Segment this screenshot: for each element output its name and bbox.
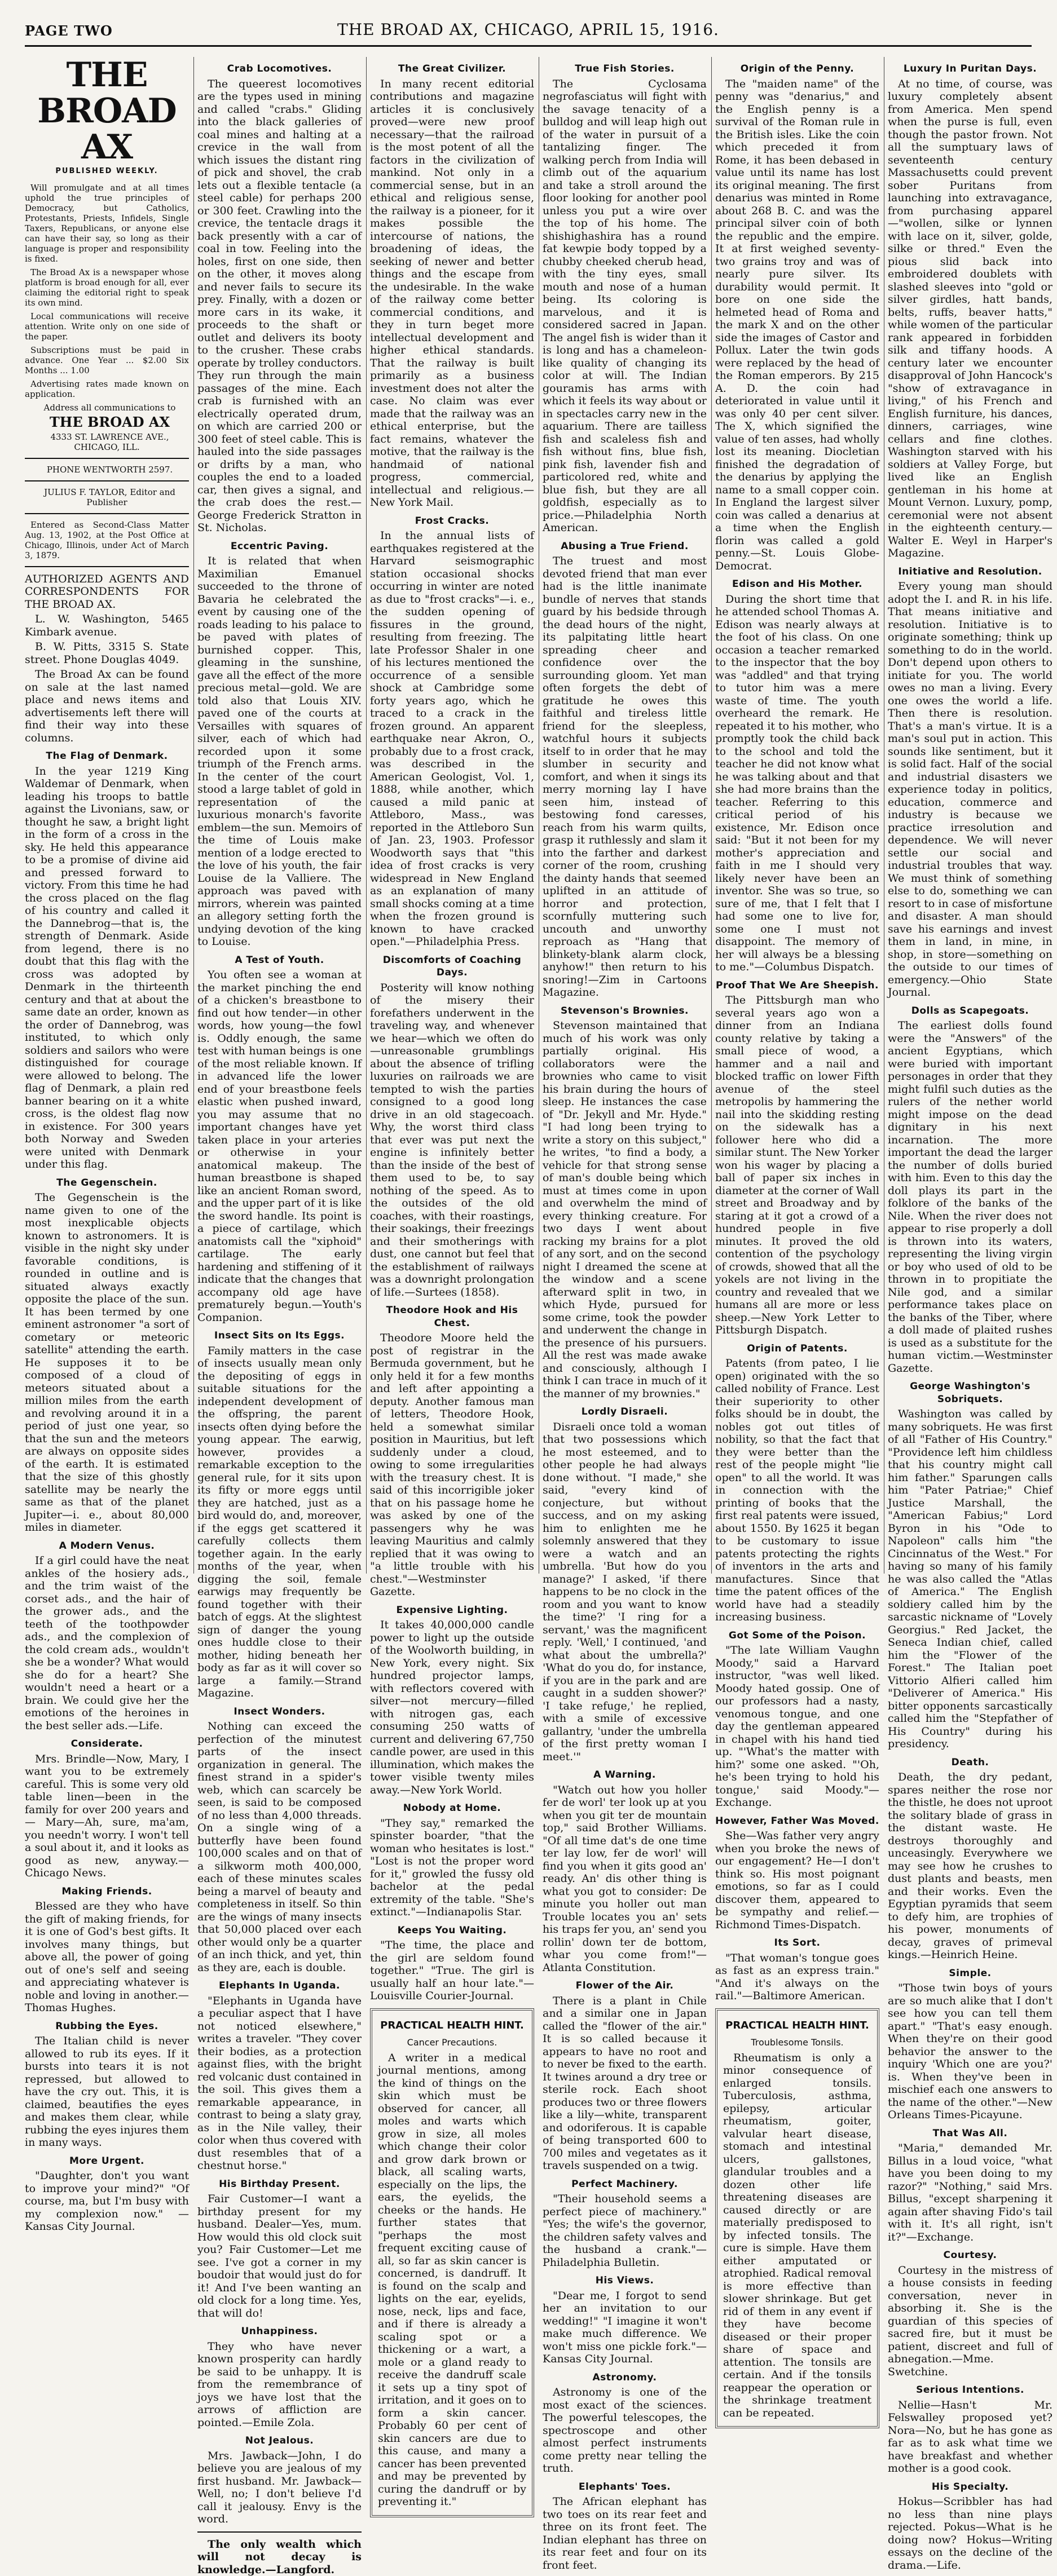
entered-text: Entered as Second-Class Matter Aug. 13, 1902, at the Post Office at Chicago, Illinois, under Act of March 3, 1879. <box>25 520 189 560</box>
phone-text: PHONE WENTWORTH 2597. <box>25 465 189 475</box>
article-heading: Death. <box>888 1756 1052 1769</box>
divider <box>25 513 189 514</box>
article-heading: The Flag of Denmark. <box>25 750 189 763</box>
agent-1: L. W. Washington, 5465 Kimbark avenue. <box>25 613 189 638</box>
article-text: Courtesy in the mistress of a house consists in feeding conversation, never in absorbing it. She is the guardian of this species of sacred fire, but it must be patient, discreet and full of abnegation.—Mme. Swetchine. <box>888 2264 1052 2379</box>
column-4 <box>543 57 712 1574</box>
health-hint-text: A writer in a medical journal mentions, among the kind of things on the skin which must be observed for cancer, all moles and warts which grow in size, all moles which change their color and grow dark brown or black, all scaling warts, especially on the lips, the ears, the eyelids, the cheeks or the hands. He further states that "perhaps the most frequent exciting cause of all, so far as skin cancer is concerned, is dandruff. It is found on the scalp and lights on the ear, eyelids, nose, neck, lips and face, and if there is already a scaling spot or a thickening or a wart, a mole or a gland ready to receive the dandruff scale it sets up a tiny spot of irritation, and it goes on to form a skin cancer. Probably 60 per cent of skin cancers are due to this cause, and many a cancer has been prevented and may be prevented by curing the dandruff or by preventing it." <box>378 2052 526 2508</box>
advertising-text: Advertising rates made known on application. <box>25 379 189 399</box>
newspaper-logo: THE BROAD AX <box>25 57 189 165</box>
article-heading: Not Jealous. <box>197 2434 362 2447</box>
article-heading: Edison and His Mother. <box>715 578 879 591</box>
health-hint-title: PRACTICAL HEALTH HINT. <box>378 2020 526 2032</box>
article-heading: Got Some of the Poison. <box>715 1629 879 1642</box>
article-heading: Lordly Disraeli. <box>543 1406 707 1419</box>
article-heading: A Modern Venus. <box>25 1540 189 1553</box>
column-3 <box>370 57 539 1574</box>
subscription-text: Subscriptions must be paid in advance. One Year ... $2.00 Six Months ... 1.00 <box>25 345 189 375</box>
article-heading: Flower of the Air. <box>543 1980 707 1992</box>
masthead-info <box>25 183 189 567</box>
agent-2: B. W. Pitts, 3315 S. State street. Phone Douglas 4049. <box>25 640 189 666</box>
paper-address: 4333 ST. LAWRENCE AVE., CHICAGO, ILL. <box>25 432 189 452</box>
agent-3: The Broad Ax can be found on sale at the last named place and news items and advertisements left there will find their way into these columns. <box>25 668 189 744</box>
article-text: Mrs. Brindle—Now, Mary, I want you to be extremely careful. This is some very old table linen—been in the family for over 200 years and— Mary—Ah, sure, ma'am, you needn't worry. I won't tell a soul about it, and it looks as good as new, anyway.—Chicago News. <box>25 1753 189 1880</box>
column-6 <box>888 57 1057 1574</box>
article-heading: Proof That We Are Sheepish. <box>715 979 879 992</box>
divider <box>25 566 189 567</box>
article-heading: Expensive Lighting. <box>370 1604 534 1617</box>
article-heading: Unhappiness. <box>197 2325 362 2338</box>
article-text: The Pittsburgh man who several years ago won a dinner from an Indiana county relative by taking a small piece of wood, a hammer and a nail and blocked traffic on lower Fifth avenue of the steel metropolis by hammering the nail into the skidding resting on the sidewalk has a follower here who did a similar stunt. The New Yorker won his wager by placing a ball of paper six inches in diameter at the corner of Wall street and Broadway and by staring at it got a crowd of a hundred people in five minutes. It proved the old contention of the psychology of crowds, showed that all the yokels are not living in the country and revealed that we humans all are more or less sheep.—New York Letter to Pittsburgh Dispatch. <box>715 994 879 1337</box>
article-text: She—Was father very angry when you broke the news of our engagement? He—I don't think so. His most poignant emotions, so far as I could discover them, appeared to be sympathy and relief.—Richmond Times-Dispatch. <box>715 1830 879 1931</box>
article-text: The only wealth which will not decay is knowledge.—Langford. <box>197 2538 362 2576</box>
article-heading: Insect Wonders. <box>197 1705 362 1718</box>
article-text: The truest and most devoted friend that man ever had is the little inanimate bundle of nerves that stands guard by his bedside through the dead hours of the night, its palpitating little heart spreading cheer and confidence over the surrounding gloom. Yet man often forgets the debt of gratitude he owes this faithful and tireless little friend for the sleepless, watchful hours it subjects itself to in order that he may slumber in security and comfort, and when it sings its merry morning lay I have seen him, instead of bestowing fond caresses, reach from his warm quilts, grasp it ruthlessly and slam it into the farther and darkest corner of the room, crushing the dainty hands that seemed uplifted in an attitude of horror and protection, scornfully muttering such uncouth and unworthy reproach as "Hang that blinkety-blank alarm clock, anyhow!" then return to his snoring!—Zim in Cartoons Magazine. <box>543 555 707 999</box>
article-text: It takes 40,000,000 candle power to light up the outside of the Woolworth building, in New York, every night. Six hundred projector lamps, with reflectors covered with silver—not mercury—filled with nitrogen gas, each consuming 250 watts of current and delivering 67,750 candle power, are used in this illumination, which makes the tower visible twenty miles away.—New York World. <box>370 1619 534 1796</box>
article-text: If a girl could have the neat ankles of the hosiery ads., and the trim waist of the corset ads., and the hair of the grower ads., and the teeth of the toothpowder ads., and the complexion of the cold cream ads., wouldn't she be a wonder? What would she do for a heart? She wouldn't need a heart or a brain. We could give her the emotions of the heroines in the best seller ads.—Life. <box>25 1554 189 1732</box>
article-heading: Elephants' Toes. <box>543 2481 707 2494</box>
article-text: During the short time that he attended school Thomas A. Edison was nearly always at the foot of his class. On one occasion a teacher remarked to the inspector that the boy was "addled" and that trying to tutor him was a mere waste of time. The youth overheard the remark. He repeated it to his mother, who promptly took the child back to the school and told the teacher he did not know what he was talking about and that she had more brains than the teacher. Referring to this critical period of his existence, Mr. Edison once said: "But it not been for my mother's appreciation and faith in me I should very likely never have been an inventor. She was so true, so sure of me, that I felt that I had some one to live for, some one I must not disappoint. The memory of her will always be a blessing to me."—Columbus Dispatch. <box>715 593 879 974</box>
health-hint-subtitle: Troublesome Tonsils. <box>723 2036 871 2049</box>
article-heading: Keeps You Waiting. <box>370 1924 534 1937</box>
article-text: "Those twin boys of yours are so much alike that I don't see how you can tell them apart." "That's easy enough. When they're on their good behavior the answer to the inquiry 'Which one are you?' is. When they've been in mischief each one answers to the name of the other."—New Orleans Times-Picayune. <box>888 1982 1052 2122</box>
article-heading: Making Friends. <box>25 1885 189 1898</box>
article-text: The Italian child is never allowed to rub its eyes. If it bursts into tears it is not repressed, but allowed to have the cry out. This, it is claimed, beautifies the eyes and makes them clear, while rubbing the eyes injures them in many ways. <box>25 2035 189 2149</box>
health-hint-box <box>715 2008 879 2429</box>
article-heading: That Was All. <box>888 2127 1052 2140</box>
article-heading: Perfect Machinery. <box>543 2178 707 2191</box>
agents-heading: AUTHORIZED AGENTS AND CORRESPONDENTS FOR THE BROAD AX. <box>25 573 189 611</box>
article-text: Washington was called by many sobriquets. He was first of all "Father of His Country." "Providence left him childless that his country might call him father." Sparungen calls him "Pater Patriae;" Chief Justice Marshall, the "American Fabius;" Lord Byron in his "Ode to Napoleon" calls him "the Cincinnatus of the West." For having so many of his family he was also called the "Atlas of America." The English soldiery called him by the sarcastic nickname of "Lovely Georgius." Red Jacket, the Seneca Indian chief, called him the "Flower of the Forest." The Italian poet Vittorio Alfieri called him "Deliverer of America." His bitter opponents sarcastically called him the "Stepfather of His Country" during his presidency. <box>888 1408 1052 1751</box>
article-text: In many recent editorial contributions and magazine articles it is conclusively proved—were new proof necessary—that the railroad is the most potent of all the factors in the civilization of mankind. Not only in a commercial sense, but in an ethical and religious sense, the railway is a pioneer, for it makes possible the intercourse of nations, the broadening of ideas, the seeking of newer and better things and the escape from the undesirable. In the wake of the railway come better commercial conditions, and they in turn beget more intellectual development and higher ethical standards. That the railway is built primarily as a business investment does not alter the case. No claim was ever made that the railway was an ethical enterprise, but the fact remains, whatever the motive, that the railway is the handmaid of national progress, commercial, intellectual and religious.—New York Mail. <box>370 78 534 509</box>
address-lead: Address all communications to <box>25 403 189 413</box>
article-text: Blessed are they who have the gift of making friends, for it is one of God's best gifts. It involves many things, but above all, the power of going out of one's self and seeing and appreciating whatever is noble and loving in another.—Thomas Hughes. <box>25 1900 189 2014</box>
article-text: "Elephants in Uganda have a peculiar aspect that I have not noticed elsewhere," writes a traveler. "They cover their bodies, as a protection against flies, with the bright red volcanic dust contained in the soil. This gives them a remarkable appearance, in contrast to being a slaty gray, as in the Nile valley, their color when thus covered with dust resembles that of a chestnut horse." <box>197 1995 362 2172</box>
article-heading: Dolls as Scapegoats. <box>888 1005 1052 1018</box>
column-1 <box>25 57 194 1574</box>
page-number: PAGE TWO <box>25 23 113 39</box>
published-weekly: PUBLISHED WEEKLY. <box>25 165 189 178</box>
health-hint-title: PRACTICAL HEALTH HINT. <box>723 2020 871 2032</box>
article-text: At no time, of course, was luxury completely absent from America. Men spend when the purse is full, even though the pastor frown. Not all the sumptuary laws of seventeenth century Massachusetts could prevent sober Puritans from launching into extravagance, from purchasing apparel—"wollen, silke or lynnen with lace on it, silver, golde, silke or thred." Even the pious slid back into embroidered doublets with slashed sleeves into "gold or silver girdles, hatt bands, belts, ruffs, beaver hatts," while women of the particular rank appeared in forbidden silk and tiffany hoods. A century later we encounter disapproval of John Hancock's "show of extravagance in living," of his French and English furniture, his dances, dinners, carriages, wine cellars and fine clothes. Washington starved with his soldiers at Valley Forge, but lived like an English gentleman in his home at Mount Vernon. Luxury, pomp, ceremonial were not absent in the eighteenth century.—Walter E. Weyl in Harper's Magazine. <box>888 78 1052 560</box>
article-text: The Cyclosama negrofasciatus will fight with the savage tenacity of a bulldog and will leap high out of the water in pursuit of a tantalizing finger. The walking perch from India will climb out of the aquarium and take a stroll around the floor looking for another pool unless you put a wire over the top of his home. The shishighashira has a round fat kewpie body topped by a chubby cheeked cherub head, with the tiny eyes, small mouth and nose of a human being. Its coloring is marvelous, and it is considered sacred in Japan. The angel fish is wider than it is long and has a chameleon-like quality of changing its color at will. The Indian gouramis has arms with which it feels its way about or in spectacles carry new in the aquarium. There are tailless fish and scaleless fish and fish without fins, blue fish, pink fish, lavender fish and particolored red, white and blue fish, but they are all goldfish, especially as to price.—Philadelphia North American. <box>543 78 707 534</box>
article-text: "Daughter, don't you want to improve your mind?" "Of course, ma, but I'm busy with my complexion now." — Kansas City Journal. <box>25 2170 189 2233</box>
article-text: In the annual lists of earthquakes registered at the Harvard seismographic station occasional shocks occurring in winter are noted as due to "frost cracks"—i. e., the sudden opening of fissures in the ground, resulting from freezing. The late Professor Shaler in one of his lectures mentioned the occurrence of a sensible shock at Cambridge some forty years ago, which he traced to a crack in the frozen ground. An apparent earthquake near Akron, O., probably due to a frost crack, was described in the American Geologist, Vol. 1, 1888, while another, which caused a mild panic at Attleboro, Mass., was reported in the Attleboro Sun of Jan. 23, 1903. Professor Woodworth says that "this idea of frost cracks is very widespread in New England as an explanation of many small shocks coming at a time when the frozen ground is known to have cracked open."—Philadelphia Press. <box>370 529 534 948</box>
article-text: Astronomy is one of the most exact of the sciences. The powerful telescopes, the spectroscope and other almost perfect instruments come pretty near telling the truth. <box>543 2386 707 2475</box>
article-heading: Insect Sits on Its Eggs. <box>197 1329 362 1342</box>
local-comm-text: Local communications will receive attention. Write only on one side of the paper. <box>25 311 189 342</box>
article-text: They who have never known prosperity can hardly be said to be unhappy. It is from the remembrance of joys we have lost that the arrows of affliction are pointed.—Emile Zola. <box>197 2340 362 2429</box>
article-text: Death, the dry pedant, spares neither the rose nor the thistle, he does not uproot the solitary blade of grass in the distant waste. He destroys thoroughly and unceasingly. Everywhere we may see how he crushes to dust plants and beasts, men and their works. Even the Egyptian pyramids that seem to defy him, are trophies of his power, monuments of decay, graves of primeval kings.—Heinrich Heine. <box>888 1771 1052 1961</box>
article-text: Fair Customer—I want a birthday present for my husband. Dealer—Yes, mum. How would this old clock suit you? Fair Customer—Let me see. I've got a corner in my boudoir that would just do for it! And I've been wanting an old clock for a long time. Yes, that will do! <box>197 2193 362 2319</box>
article-heading: True Fish Stories. <box>543 63 707 76</box>
article-heading: However, Father Was Moved. <box>715 1815 879 1828</box>
article-text: Disraeli once told a woman that two possessions which he most esteemed, and to other people he had always done without. "I made," she said, "every kind of conjecture, but without success, and on my asking him to enlighten me he solemnly answered that they were a watch and an umbrella. 'But how do you manage?' I asked, 'if there happens to be no clock in the room and you want to know the time?' 'I ring for a servant,' was the magnificent reply. 'Well,' I continued, 'and what about the umbrella?' 'What do you do, for instance, if you are in the park and are caught in a sudden shower?' 'I take refuge,' he replied, with a smile of excessive gallantry, 'under the umbrella of the first pretty woman I meet.'" <box>543 1421 707 1764</box>
article-heading: His Birthday Present. <box>197 2178 362 2191</box>
article-text: Nothing can exceed the perfection of the minutest parts of the insect organization in general. The finest strand in a spider's web, which can scarcely be seen, is said to be composed of no less than 4,000 threads. On a single wing of a butterfly have been found 100,000 scales and on that of a silkworm moth 400,000, each of these minutes scales being a marvel of beauty and completeness in itself. So thin are the wings of many insects that 50,000 placed over each other would only be a quarter of an inch thick, and yet, thin as they are, each is double. <box>197 1720 362 1974</box>
article-text: The African elephant has two toes on its rear feet and three on its front feet. The Indian elephant has three on its rear feet and four on its front feet. <box>543 2495 707 2571</box>
article-text: The "maiden name" of the penny was "denarius," and the English penny is a survival of the Roman rule in the British isles. Like the coin which preceded it from Rome, it has been debased in value until its name has lost its original meaning. The first denarius was minted in Rome about 268 B. C. and was the principal silver coin of both the republic and the empire. It at first weighed seventy-two grains troy and was of nearly pure silver. Its durability would permit. It bore on one side the helmeted head of Roma and the mark X and on the other side the images of Castor and Pollux. Later the twin gods were replaced by the head of the Roman emperors. By 215 A. D. the coin had deteriorated in value until it was only 40 per cent silver. The X, which signified the value of ten asses, had wholly lost its meaning. Diocletian finished the degradation of the denarius by applying the name to a small copper coin. In England the largest silver coin was called a denarius at a time when the English florin was called a gold penny.—St. Louis Globe-Democrat. <box>715 78 879 573</box>
article-text: "Their household seems a perfect piece of machinery." "Yes; the wife's the governor, the children safety valves and the husband a crank."—Philadelphia Bulletin. <box>543 2193 707 2269</box>
article-text: Patents (from pateo, I lie open) originated with the so called nobility of France. Lest their superiority to other folks should be in doubt, the nobles got out titles of nobility, so that the fact that they were better than the rest of the people might "lie open" to all the world. It was in connection with the printing of books that the first real patents were issued, about 1550. By 1625 it began to be customary to issue patents protecting the rights of inventors in the arts and manufactures. Since that time the patent offices of the world have had a steadily increasing business. <box>715 1357 879 1624</box>
article-heading: Origin of Patents. <box>715 1342 879 1355</box>
article-text: "The time, the place and the girl are seldom found together." "True. The girl is usually half an hour late."—Louisville Courier-Journal. <box>370 1939 534 2003</box>
article-text: Nellie—Hasn't Mr. Felswalley proposed yet? Nora—No, but he has gone as far as to ask what time we have breakfast and whether mother is a good cook. <box>888 2399 1052 2475</box>
article-text: The Gegenschein is the name given to one of the most inexplicable objects known to astronomers. It is visible in the night sky under favorable conditions, is rounded in outline and is situated always exactly opposite the place of the sun. It has been termed by one eminent astronomer "a sort of cometary or meteoric satellite" attending the earth. He supposes it to be composed of a cloud of meteors situated about a million miles from the earth and revolving around it in a period of just one year, so that the sun and the meteors are always on opposite sides of the earth. It is estimated that the size of this ghostly satellite may be nearly the same as that of the planet Jupiter—i. e., about 80,000 miles in diameter. <box>25 1191 189 1534</box>
article-heading: Courtesy. <box>888 2249 1052 2262</box>
article-text: Every young man should adopt the I. and R. in his life. That means initiative and resolution. Initiative is to originate something; think up something to do in the world. Don't depend upon others to initiate for you. The world owes no man a living. Every one owes the world a life. Then there is resolution. That's a man's virtue. It is a man's soul put in action. This sounds like sentiment, but it is solid fact. Half of the social and industrial disasters we experience today in politics, education, commerce and industry is because we practice irresolution and dependence. We will never settle our social and industrial troubles that way. We must think of something else to do, something we can resort to in case of misfortune and disaster. A man should save his earnings and invest them in land, in mine, in shop, in store—something on the outside to our times of emergency.—Ohio State Journal. <box>888 580 1052 999</box>
health-hint-subtitle: Cancer Precautions. <box>378 2036 526 2049</box>
article-heading: A Warning. <box>543 1769 707 1782</box>
health-hint-text: Rheumatism is only a minor consequence of enlarged tonsils. Tuberculosis, asthma, epilepsy, articular rheumatism, goiter, valvular heart disease, stomach and intestinal ulcers, gallstones, glandular troubles and a dozen other life threatening diseases are caused directly or are materially predisposed to by infected tonsils. The cure is simple. Have them either amputated or atrophied. Radical removal is more effective than slower shrinkage. But get rid of them in any event if they have become diseased or their proper share of space and attention. The tonsils are certain. And if the tonsils reappear the operation or the shrinkage treatment can be repeated. <box>723 2052 871 2420</box>
article-text: Stevenson maintained that much of his work was only partially original. His collaborators were the brownies who came to visit his brain during the hours of sleep. He instances the case of "Dr. Jekyll and Mr. Hyde." "I had long been trying to write a story on this subject," he writes, "to find a body, a vehicle for that strong sense of man's double being which must at times come in upon and overwhelm the mind of every thinking creature. For two days I went about racking my brains for a plot of any sort, and on the second night I dreamed the scene at the window and a scene afterward split in two, in which Hyde, pursued for some crime, took the powder and underwent the change in the presence of his pursuers. All the rest was made awake and consciously, although I think I can trace in much of it the manner of my brownies." <box>543 1019 707 1400</box>
article-heading: Initiative and Resolution. <box>888 565 1052 578</box>
article-text: It is related that when Maximilian Emanuel succeeded to the throne of Bavaria he celebrated the event by causing one of the roads leading to his palace to be paved with plates of burnished copper. This, gleaming in the sunshine, gave all the effect of the more precious metal—gold. We are told also that Louis XIV. paved one of the courts at Versailles with squares of silver, each of which had recorded upon it some triumph of the French arms. In the center of the court stood a large tablet of gold in representation of the luxurious monarch's favorite emblem—the sun. Memoirs of the time of Louis make mention of a lodge erected to the love of his youth, the fair Louise de la Valliere. The approach was paved with mirrors, wherein was painted an allegory setting forth the undying devotion of the king to Louise. <box>197 555 362 948</box>
article-heading: Simple. <box>888 1967 1052 1980</box>
article-text: Family matters in the case of insects usually mean only the depositing of eggs in suitable situations for the independent development of the offspring, the parent insects often dying before the young appear. The earwig, however, provides a remarkable exception to the general rule, for it sits upon its fifty or more eggs until they are hatched, just as a bird would do, and, moreover, if the eggs get scattered it carefully collects them together again. In the early months of the year, when digging the soil, female earwigs may frequently be found together with their batch of eggs. At the slightest sign of danger the young ones huddle close to their mother, hiding beneath her body as far as it will cover so large a family.—Strand Magazine. <box>197 1345 362 1700</box>
column-5 <box>715 57 884 1574</box>
paper-name: THE BROAD AX <box>25 417 189 427</box>
article-text: You often see a woman at the market pinching the end of a chicken's breastbone to find out how tender—in other words, how young—the fowl is. Oddly enough, the same test with human beings is one of the most reliable known. If in advanced life the lower end of your breastbone feels elastic when pushed inward, you may assume that no important changes have yet taken place in your arteries or otherwise in your anatomical makeup. The human breastbone is shaped like an ancient Roman sword, and the upper part of it is like the sword handle. Its point is a piece of cartilage, which anatomists call the "xiphoid" cartilage. The early hardening and stiffening of it indicate that the changes that accompany old age have prematurely begun.—Youth's Companion. <box>197 969 362 1324</box>
article-heading: Frost Cracks. <box>370 515 534 528</box>
article-heading: His Views. <box>543 2274 707 2287</box>
article-heading: Rubbing the Eyes. <box>25 2020 189 2033</box>
article-text: Mrs. Jawback—John, I do believe you are jealous of my first husband. Mr. Jawback—Well, no; I don't believe I'd call it jealousy. Envy is the word. <box>197 2450 362 2526</box>
article-text: "Dear me, I forgot to send her an invitation to our wedding!" "I imagine it won't make much difference. We won't miss one pickle fork."—Kansas City Journal. <box>543 2290 707 2366</box>
intro-text: Will promulgate and at all times uphold the true principles of Democracy, but Catholics, Protestants, Priests, Infidels, Single Taxers, Republicans, or anyone else can have their say, so long as their language is proper and responsibility is fixed. <box>25 183 189 264</box>
editor-text: JULIUS F. TAYLOR, Editor and Publisher <box>25 487 189 507</box>
masthead: THE BROAD AX, CHICAGO, APRIL 15, 1916. <box>25 20 1032 39</box>
article-heading: More Urgent. <box>25 2155 189 2168</box>
article-heading: Its Sort. <box>715 1937 879 1950</box>
divider <box>197 2531 362 2533</box>
health-hint-box <box>370 2008 534 2517</box>
article-heading: Discomforts of Coaching Days. <box>370 954 534 979</box>
article-heading: Astronomy. <box>543 2371 707 2384</box>
article-heading: The Gegenschein. <box>25 1177 189 1190</box>
article-heading: Crab Locomotives. <box>197 63 362 76</box>
article-text: Hokus—Scribbler has had no less than nine plays rejected. Pokus—What is he doing now? Hokus—Writing essays on the decline of the drama.—Life. <box>888 2495 1052 2571</box>
article-text: "That woman's tongue goes as fast as an express train." "And it's always on the rail."—Baltimore American. <box>715 1952 879 2003</box>
article-heading: The Great Civilizer. <box>370 63 534 76</box>
article-heading: A Test of Youth. <box>197 954 362 967</box>
divider <box>25 458 189 459</box>
article-text: The queerest locomotives are the types used in mining and called "crabs." Gliding into the black galleries of coal mines and halting at a crevice in the wall from which issues the distant ring of pick and shovel, the crab lets out a flexible tentacle (a steel cable) for perhaps 200 or 300 feet. Crawling into the crevice, the tentacle drags it back presently with a car of coal in tow. Feeling into the holes, first on one side, then on the other, it moves along and never fails to secure its prey. Finally, with a dozen or more cars in its wake, it proceeds to the shaft or outlet and delivers its booty to the crusher. These crabs operate by trolley conductors. They run through the main passages of the mine. Each crab is furnished with an electrically operated drum, on which are carried 200 or 300 feet of steel cable. This is hauled into the side passages or drifts by a man, who couples the end to a loaded car, then gives a signal, and the crab does the rest.—George Frederick Stratton in St. Nicholas. <box>197 78 362 534</box>
article-text: There is a plant in Chile and a similar one in Japan called the "flower of the air." It is so called because it appears to have no root and to never be fixed to the earth. It twines around a dry tree or sterile rock. Each shoot produces two or three flowers like a lily—white, transparent and odoriferous. It is capable of being transported 600 to 700 miles and vegetates as it travels suspended on a twig. <box>543 1995 707 2172</box>
article-heading: Considerate. <box>25 1738 189 1751</box>
article-heading: Origin of the Penny. <box>715 63 879 76</box>
article-text: "Watch out how you holler fer de worl' ter look up at you when you git ter de mountain top," said Brother Williams. "Of all time dat's de one time ter lay low, fer de worl' will find you when it gits good an' ready. An' dis other thing is what you got to consider: De minute you holler out man Trouble locates you an' sets his traps fer you, an' send you rollin' down ter de bottom, whar you come from!"—Atlanta Constitution. <box>543 1784 707 1974</box>
columns <box>25 57 1032 1574</box>
article-heading: Theodore Hook and His Chest. <box>370 1304 534 1329</box>
article-heading: Eccentric Paving. <box>197 540 362 553</box>
article-heading: George Washington's Sobriquets. <box>888 1380 1052 1406</box>
article-text: The earliest dolls found were the "Answers" of the ancient Egyptians, which were buried with important personages in order that they might fulfil such duties as the rulers of the nether world might impose on the dead dignitary in his next incarnation. The more important the dead the larger the number of dolls buried with him. Even to this day the doll plays its part in the folklore of the banks of the Nile. When the river does not appear to rise properly a doll is thrown into its waters, representing the living virgin or boy who used of old to be thrown in to propitiate the Nile god, and a similar performance takes place on the banks of the Tiber, where a doll made of plaited rushes is used as a substitute for the human victim.—Westminster Gazette. <box>888 1019 1052 1375</box>
column-2 <box>197 57 367 1574</box>
article-heading: Luxury In Puritan Days. <box>888 63 1052 76</box>
divider <box>25 480 189 481</box>
article-text: Theodore Moore held the post of registrar in the Bermuda government, but he only held it for a few months and left after appointing a deputy. Another famous man of letters, Theodore Hook, held a somewhat similar position in Mauritius, but left suddenly under a cloud, owing to some irregularities with the treasury chest. It is said of this incorrigible joker that on his passage home he was asked by one of the passengers why he was leaving Mauritius and calmly replied that it was owing to "a little trouble with his chest."—Westminster Gazette. <box>370 1332 534 1598</box>
article-text: "The late William Vaughn Moody," said a Harvard instructor, "was well liked. Moody hated gossip. One of our professors had a nasty, venomous tongue, and one day the gentleman appeared in chapel with his hand tied up. "'What's the matter with him?' some one asked. "'Oh, he's been trying to hold his tongue,' said Moody."—Exchange. <box>715 1644 879 1809</box>
article-heading: Nobody at Home. <box>370 1802 534 1815</box>
article-text: In the year 1219 King Waldemar of Denmark, when leading his troops to battle against the Livonians, saw, or thought he saw, a bright light in the form of a cross in the sky. He held this appearance to be a promise of divine aid and pressed forward to victory. From this time he had the cross placed on the flag of his country and called it the Dannebrog—that is, the strength of Denmark. Aside from legend, there is no doubt that this flag with the cross was adopted by Denmark in the thirteenth century and that at about the same date an order, known as the order of Dannebrog, was instituted, to which only soldiers and sailors who were distinguished for courage were allowed to belong. The flag of Denmark, a plain red banner bearing on it a white cross, is the oldest flag now in existence. For 300 years both Norway and Sweden were united with Denmark under this flag. <box>25 765 189 1171</box>
article-heading: His Specialty. <box>888 2481 1052 2494</box>
article-heading: Serious Intentions. <box>888 2384 1052 2397</box>
article-text: Posterity will know nothing of the misery their forefathers underwent in the traveling way, and whenever we hear—which we often do—unreasonable grumblings about the absence of trifling luxuries on railroads we are tempted to wish the parties consigned to a good long drive in an old stagecoach. Why, the worst third class that ever was put next the engine is infinitely better than the inside of the best of them used to be, to say nothing of the speed. As to the outsides of the old coaches, with their roastings, their soakings, their freezings and their smotherings with dust, one cannot but feel that the establishment of railways was a downright prolongation of life.—Surtees (1858). <box>370 982 534 1299</box>
article-heading: Stevenson's Brownies. <box>543 1005 707 1018</box>
platform-text: The Broad Ax is a newspaper whose platform is broad enough for all, ever claiming the editorial right to speak its own mind. <box>25 267 189 308</box>
article-heading: Elephants In Uganda. <box>197 1980 362 1992</box>
article-text: "Maria," demanded Mr. Billus in a loud voice, "what have you been doing to my razor?" "Nothing," said Mrs. Billus, "except sharpening it again after shaving Fido's tail with it. It's all right, isn't it?"—Exchange. <box>888 2142 1052 2243</box>
page-header <box>25 20 1032 47</box>
article-text: "They say," remarked the spinster boarder, "that the woman who hesitates is lost." "Lost is not the proper word for it," growled the fussy old bachelor at the pedal extremity of the table. "She's extinct."—Indianapolis Star. <box>370 1817 534 1919</box>
article-heading: Abusing a True Friend. <box>543 540 707 553</box>
